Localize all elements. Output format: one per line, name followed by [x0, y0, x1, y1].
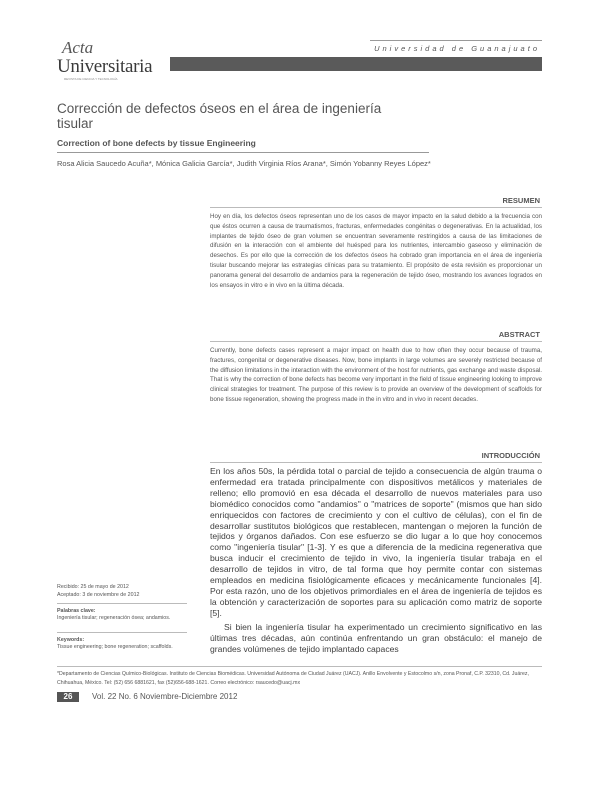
resumen-rule: [210, 207, 542, 208]
resumen-text: Hoy en día, los defectos óseos representan uno de los casos de mayor impacto en la salud debido a la frecuencia con que éstos ocurren a causa de traumatismos, fracturas, enfermedades congénitas o degenerativas. En la actualidad, los implantes de tejido óseo de gran volumen se encuentran severamente restringidos a causa de las limitaciones de difusión en la interacción con el ambiente del huésped para los nutrientes, intercambio gaseoso y eliminación de desechos. Es por ello que la corrección de los defectos óseos ha cobrado gran importancia en el área de ingeniería tisular buscando mejorar las estrategias clínicas para su tratamiento. El propósito de esta revisión es proporcionar un panorama general del desarrollo de andamios para la regeneración de tejido óseo, mostrando los avances logrados en los ensayos in vitro e in vivo en la última década.: [210, 213, 542, 289]
volume-info: Vol. 22 No. 6 Noviembre-Diciembre 2012: [92, 692, 238, 701]
sidebar-rule-2: [57, 632, 187, 633]
header-bar: [170, 57, 542, 71]
footnote-rule: [57, 666, 542, 667]
page-number: 26: [57, 692, 79, 702]
keywords-es-label: Palabras clave:: [57, 608, 96, 614]
keywords-en-label: Keywords:: [57, 637, 85, 643]
title-rule: [57, 152, 429, 153]
logo-subtitle: REVISTA DE CIENCIA Y TECNOLOGÍA: [64, 77, 118, 81]
abstract-rule: [210, 341, 542, 342]
resumen-heading: RESUMEN: [502, 196, 540, 205]
logo-acta-text: Acta: [62, 38, 94, 57]
keywords-en: Tissue engineering; bone regeneration; scaffolds.: [57, 644, 173, 650]
abstract-heading: ABSTRACT: [498, 330, 540, 339]
article-authors: Rosa Alicia Saucedo Acuña*, Mónica Galicia García*, Judith Virginia Ríos Arana*, Simón Yobanny Reyes López*: [57, 159, 431, 168]
intro-paragraph-1: En los años 50s, la pérdida total o parcial de tejido a consecuencia de algún trauma o enfermedad era tratada principalmente con dispositivos metálicos y materiales de relleno; ello promovió en esa década el desarrollo de nuevos materiales para uso biomédico conocidos como "andamios" o "matrices de soporte" (mismos que han sido enriquecidos con factores de crecimiento y con el cultivo de células), con el fin de desarrollar sustitutos biológicos que restablecen, mantengan o mejoren la función de tejidos y órganos dañados. Con ese esfuerzo se dio lugar a lo que hoy conocemos como "ingeniería tisular" [1-3]. Y es que a diferencia de la medicina regenerativa que busca inducir el crecimiento de tejido in vivo, la ingeniería tisular trabaja en el desarrollo de tejidos in vitro, de tal forma que hoy permite contar con sistemas empleados en medicina fisiológicamente eficaces y mecánicamente funcionales [4]. Por esta razón, uno de los objetivos primordiales en el área de ingeniería de tejidos es la obtención y caracterización de soportes para su aplicación como matriz de soporte [5].: [210, 466, 542, 618]
header-rule: [370, 40, 542, 41]
received-date: Recibido: 25 de mayo de 2012: [57, 584, 129, 590]
intro-rule: [210, 462, 542, 463]
abstract-text: Currently, bone defects cases represent a major impact on health due to how often they occur because of trauma, fractures, congenital or degenerative diseases. Now, bone implants in large volumes are severely restricted because of the diffusion limitations in the interaction with the environment of the host for nutrients, gas exchange and waste disposal. That is why the correction of bone defects has become very important in the field of tissue engineering looking to improve clinical strategies for treatment. The purpose of this review is to provide an overview of the development of scaffolds for bone tissue regeneration, showing the progress made in the in vitro and in vivo in recent decades.: [210, 347, 542, 403]
article-title: Corrección de defectos óseos en el área de ingeniería tisular: [57, 101, 382, 131]
intro-heading: INTRODUCCIÓN: [481, 451, 540, 460]
article-subtitle: Correction of bone defects by tissue Engineering: [57, 138, 256, 148]
accepted-date: Aceptado: 3 de noviembre de 2012: [57, 592, 140, 598]
sidebar-rule-1: [57, 603, 187, 604]
journal-institution: Universidad de Guanajuato: [374, 44, 540, 53]
keywords-es: Ingeniería tisular; regeneración ósea; andamios.: [57, 615, 171, 621]
intro-paragraph-2: Si bien la ingeniería tisular ha experimentado un crecimiento significativo en las últimas tres décadas, aún continúa enfrentando un gran obstáculo: el manejo de grandes volúmenes de tejido implantado capaces: [210, 622, 542, 654]
logo-universitaria-text: Universitaria: [57, 56, 153, 77]
affiliation-footnote: *Departamento de Ciencias Químico-Biológicas. Instituto de Ciencias Biomédicas. Universidad Autónoma de Ciudad Juárez (UACJ). Anillo Envolvente y Estocolmo s/n, zona Pronaf, C.P. 32310, Cd. Juárez, Chihuahua, México. Tel: (52) 656 6881621, fax (52)656-688-1621. Correo electrónico: rsaucedo@uacj.mx: [57, 671, 529, 686]
